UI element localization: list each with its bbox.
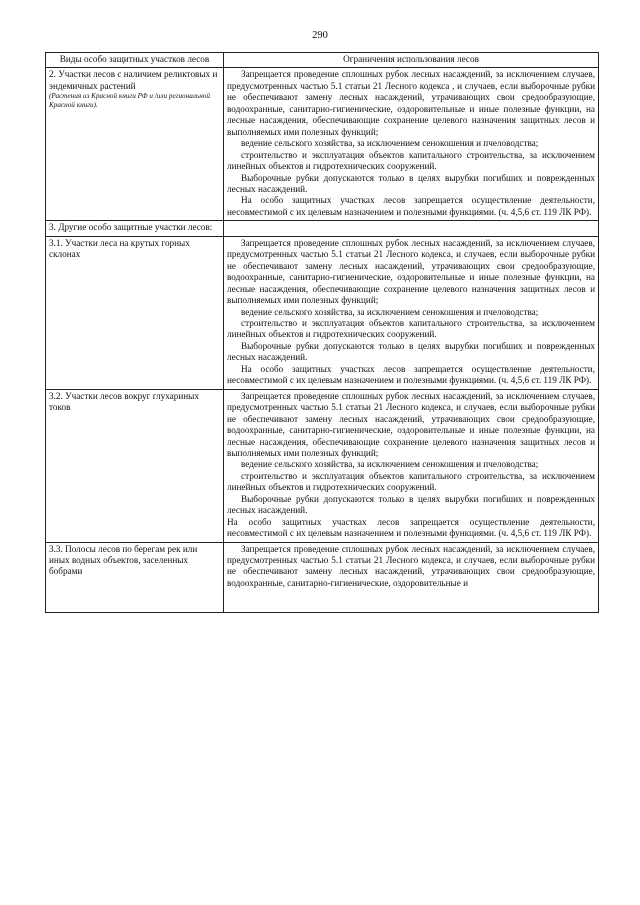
table-header-row <box>46 53 599 68</box>
restriction-paragraph: Выборочные рубки допускаются только в целях вырубки погибших и поврежденных лесных насаждений. <box>227 493 595 516</box>
restriction-paragraph: Запрещается проведение сплошных рубок лесных насаждений, за исключением случаев, предусмотренных частью 5.1 статьи 21 Лесного кодекса, и случаев, если выборочные рубки не обеспечивают замену лесных насаждений, утрачивающих свои средообразующие, водоохранные, санитарно-гигиенические, оздоровительные и иные полезные функции, на лесные насаждения, обеспечивающие сохранение целевого назначения защитных лесов и выполняемых ими полезных функций; <box>227 390 595 458</box>
row-forest-type <box>46 236 224 389</box>
row-restrictions <box>224 236 599 389</box>
restriction-paragraph: строительство и эксплуатация объектов капитального строительства, за исключением линейных объектов и гидротехнических сооружений. <box>227 317 595 340</box>
table-row <box>46 68 599 221</box>
restriction-paragraph: Выборочные рубки допускаются только в целях вырубки погибших и поврежденных лесных насаждений. <box>227 340 595 363</box>
restriction-paragraph: На особо защитных участках лесов запрещается осуществление деятельности, несовместимой с их целевым назначением и полезными функциями. (ч. 4,5,6 ст. 119 ЛК РФ). <box>227 363 595 386</box>
header-forest-type: Виды особо защитных участков лесов <box>46 53 224 68</box>
row-type-label: 3.3. Полосы лесов по берегам рек или иных водных объектов, заселенных бобрами <box>49 543 198 577</box>
restriction-paragraph: На особо защитных участках лесов запрещается осуществление деятельности, несовместимой с их целевым назначением и полезными функциями. (ч. 4,5,6 ст. 119 ЛК РФ). <box>227 516 595 539</box>
restriction-paragraph: ведение сельского хозяйства, за исключением сенокошения и пчеловодства; <box>241 138 539 149</box>
header-restrictions: Ограничения использования лесов <box>224 53 599 68</box>
restriction-paragraph: строительство и эксплуатация объектов капитального строительства, за исключением линейных объектов и гидротехнических сооружений. <box>227 149 595 172</box>
restrictions-table <box>45 52 599 613</box>
row-restrictions <box>224 542 599 612</box>
row-type-label: 3.1. Участки леса на крутых горных склонах <box>49 237 190 260</box>
restriction-paragraph: строительство и эксплуатация объектов капитального строительства, за исключением линейных объектов и гидротехнических сооружений. <box>227 470 595 493</box>
restriction-paragraph: Запрещается проведение сплошных рубок лесных насаждений, за исключением случаев, предусмотренных частью 5.1 статьи 21 Лесного кодекса, и случаев, если выборочные рубки не обеспечивают замену лесных насаждений, утрачивающих свои средообразующие, водоохранные, санитарно-гигиенические, оздоровительные и <box>227 543 595 588</box>
row-forest-type <box>46 542 224 612</box>
page-number: 290 <box>312 30 328 41</box>
table-row <box>46 389 599 542</box>
row-type-label: 2. Участки лесов с наличием реликтовых и эндемичных растений <box>49 69 218 91</box>
restriction-paragraph: ведение сельского хозяйства, за исключением сенокошения и пчеловодства; <box>241 459 539 470</box>
table-row <box>46 221 599 236</box>
table-row <box>46 542 599 612</box>
restriction-paragraph: ведение сельского хозяйства, за исключением сенокошения и пчеловодства; <box>241 306 539 317</box>
restriction-paragraph: Запрещается проведение сплошных рубок лесных насаждений, за исключением случаев, предусмотренных частью 5.1 статьи 21 Лесного кодекса, и случаев, если выборочные рубки не обеспечивают замену лесных насаждений, утрачивающих свои средообразующие, водоохранные, санитарно-гигиенические, оздоровительные и иные полезные функции, на лесные насаждения, обеспечивающие сохранение целевого назначения защитных лесов и выполняемых ими полезных функций; <box>227 237 595 306</box>
restriction-paragraph: Запрещается проведение сплошных рубок лесных насаждений, за исключением случаев, предусмотренных частью 5.1 статьи 21 Лесного кодекса , и случаев, если выборочные рубки не обеспечивают замену лесных насаждений, утрачивающих свои средообразующие, водоохранные, санитарно-гигиенические, оздоровительные и иные полезные функции, на лесные насаждения, обеспечивающие сохранение целевого назначения защитных лесов и выполняемых ими полезных функций; <box>227 69 595 137</box>
row-type-label: 3.2. Участки лесов вокруг глухариных токов <box>49 390 199 413</box>
row-type-label: 3. Другие особо защитные участки лесов: <box>49 222 213 233</box>
row-forest-type <box>46 389 224 542</box>
row-type-note: (Растения из Красной книги РФ и /или региональной Красной книги). <box>49 92 210 109</box>
row-restrictions <box>224 389 599 542</box>
row-restrictions <box>224 221 599 236</box>
row-forest-type <box>46 221 224 236</box>
table-row <box>46 236 599 389</box>
row-restrictions <box>224 68 599 221</box>
restriction-paragraph: Выборочные рубки допускаются только в целях вырубки погибших и поврежденных лесных насаждений. <box>227 172 595 194</box>
restriction-paragraph: На особо защитных участках лесов запрещается осуществление деятельности, несовместимой с их целевым назначением и полезными функциями. (ч. 4,5,6 ст. 119 ЛК РФ). <box>227 195 595 217</box>
row-forest-type <box>46 68 224 221</box>
